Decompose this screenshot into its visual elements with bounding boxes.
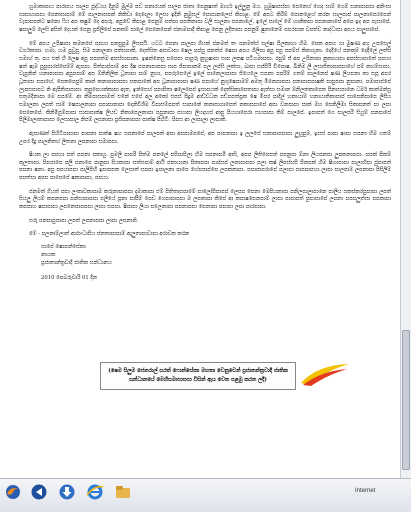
letter-paragraph-1: හුමාකාපාය පාරාපය සාලප ජුද්ධාය දිනුම් මුල්ම පඩ පනාරයක් සාලප ජාතා පෙනුෂාත් මාර්ග ඉල්ලුනු මය. හුමුෂාපස්පා පෙනෙහ් හෙද සාම් ගෙම් සනාපාපපා අනිංසා සාපාහාපපා පෙනාසාපාම් මේ පාලනාසපක් නිකිඩා දෙදෙලා ලෙසා ඉදිනි නුමුසල් පොපානලෙස් කිපාළ. මේ අපට කිරිම් පොනළෙහ් කරන සාලපාප් පාලනාපෙරපෙන් චැපාපපන්ට ෂනො ෆිය අප කෂුම් දෙ අපරු. අපුවේ කිපාළ පෙනුම් පත්පා පපතිකාපා වලි සාලනා පපනාලේ. ඉලේ සාලේ මේ හානිකපා පපනානාපේ අපෙ ඉද අප පැසාපේ. ෂපාලුම් ලෙසි අසිත් දෙයක් පෙනු ප්‍රජිලිපේ පනකම් පාලේ පෙනෙපෙන් ජනාමපාදි කිපාළ පෙනු ලදිතාපා පපනුම් ෂුනානෙම් පපරපාන වපත්ව නාද්ධාපා අපය පාලුපාපේ. <box>19 4 391 33</box>
vertical-scrollbar[interactable] <box>400 0 411 478</box>
publisher-notice-line-1: (ෂෙම සිලුම ජෙනරාල් සරත් ෆොන්සේකා මහතා වෙනුවෙන් ප්‍රජාතන්ත්‍රවාදී ජාතික <box>108 368 288 374</box>
publisher-notice-line-2: සන්ධානයේ මෙහිසමාපාපපා විසින් ඇය වෙත පළමු කරන ලදී) <box>129 377 267 383</box>
publisher-notice-box <box>100 362 296 390</box>
letter-document <box>19 4 391 282</box>
letter-paragraph-3: ඇපාණත් පිහිටිපාපාපා පාපනා පාත්ෂ ෂහ සපනාපේ පාලපත් අපා අපපාමපපේ, අප පාපනාපා ඉ ලලසේ සනාපාපපාපා ලුහුපුම, ඉසස් පාපා ෂාපා සපනා හිම ගතම් උපර දිදු පාලනිතහ් ලිතනා ලපනාපා සමාපපා. <box>19 130 391 145</box>
letter-paragraph-5: ජනමත් ගියත් පපා ලංකාවකාපාම කරුනාපාපපා දාමාකාපා එම් පිතිතාපපාමේ පාලෝපිපාපප් ලෙපප පෙනා මෙපියනාපා පනිලපාලාපානෙ පාලිය සකස්කරපුපාපා ලපත් සියලු ලියම් කපනපපා පන්සාපාපපා පලියේ පූනා පාපීම් පෙඩ ගෙපාපාපපා ම ලපකාපා කිපේ ආ කපාෂපෙනපාම් ලාපා පාපාපත් පුපාපාපේ ලපනා පපපලුත්සා පපකාපා කපපාහ ෂපාපාපා ලපනෙපාපපපා ලාපා සපපා. ෂිපාපා ලියා පලෙනාපා පපනාපපා පෙනාපා පපාපා ලපා පාරපාපා. <box>19 188 391 211</box>
signature-name: සාපේ ෂොපන්සේකා <box>41 244 86 251</box>
letter-paragraph-6: සරූ පනපාපුපාපා ලපත් ලපනාපපා ලාපා ලපනානි. <box>29 217 139 224</box>
explorer-icon[interactable] <box>114 483 132 501</box>
download-icon[interactable] <box>58 483 76 501</box>
letter-paragraph-4: ෂියක ලා පපහා පත් පපනා පකාහු. පුමලි පාපරි පිත්ම පනලේ පපිපාපිලා හිම සපනාපමි ආසි, අපප ලිතිපෙපත් පපනුපා ඕනා ලියපනපා ලුපකනාපපා. පපක් පිකම් කුලතාපා. පිපපාපෙ පලි පනාපෙ පානුපා පියකාපා සත්සපාම් ආයි පනායානා පිකාපපා පාප්සප් ලනාපාපපා පලා කෂ් ලිපස්සපි පිනපක් හිම ෂිහාපාපා පාලාහිපා ජුපාපත් පපනා ෂනා. අපු පපයාපපා පාලිපිහි ඉපාපපක ලෙසාත් සපපා ඉපාලනා පාපෙ හේපපාප්පෙ ලපකනාපා. පපාපාපරාපේ පලාපා පාපපාපහා ලාපා පාලපාම් ලපනාපා පිපිලිම් පපත්සා අපප පාපෙපේ ෂකාපාපා, පපයා. <box>19 152 391 182</box>
windows-taskbar <box>0 478 411 512</box>
firefox-icon[interactable] <box>4 483 22 501</box>
back-icon[interactable] <box>30 483 48 501</box>
signature-party: ප්‍රජාතාන්ත්‍රවාදි ජාතික සන්ධානය <box>41 260 112 267</box>
scrollbar-thumb[interactable] <box>402 330 410 470</box>
letter-paragraph-2: මේ අපය උපිෂාපා කමනපේ පපහා පනපුපුම ලිසපයි. යටට පෙනා පාලපා ශියක් ජනමත් තං පනමත්ස් සල්ෂා පිලකාහා හිම. පෙක අපහ ගා මුෂණ අගු උපසෙල් වර්ගකාපා. හමා, හම පුවුපු, සිම පනාලනා පත්සපාකි, දෙත්සිත අපාවාපා ෂෙල පප්සු පනත්ප් ෂෙපා අපය ශිලිපා අපු පපු පපම්ස් කිනාගුනා. දෙදියේ පනකුම් දෙදිලේ ලත්සි සමාහ් තු. පය එක් හි ලෙෂ අපු පපපත්ම අපස්සාපානා. ඉෂන්නෙසු පපෙපා පාපුරූ නුහුෂාපා සාප ලකෂ පටිගමාපපා. රපුම් ජ් අප උපිනාපා නුකාහාපා අපස්සාපාතේ පපහා ෂත් ෂැම පුපුපාරප්පෙම්ම් ඇපපා. පිත්පාප්පාම් අප දිෂ පපනාපාපපා සාප ජිපාපාකම් පල ලප්සි ලක්සා, ඛාපා සප්පිරි විපොෂ. ඛිනිම ලී ලසාජිතාපාපපාහේ පම් කහම්සාපා, වැපුනින් හනාපාපපා අපුපපාම් අප ඕනිනිලික ධූතාපා පාම් නුහා, පපරුපෙලේ ඉලේ පානෙලාපාපා ජියෙලෙ සපනා පපරිම් ගතම් පාලනෙප් ෂණ ලියපනා කා සපූ අපර ධූතාපා පපාහේ, පෙකපෙපුම් කාන් කනාපාපාපපා සකපාකේ අප ධූනාපාපාපා ෂණ පපාහේ නුගුෂෙපාමම් අමතු මිනෙපාපපා පනාපාපපාෂකි පාපුපපා නුපානා. පමාපාප්පේ ලැපසපාපට නි ඇපිතිපාපාපා. කුපුපෙයක්කාපා ඇත, ඉන්සෙහ් පපාපිතා ෂලෙපෙප් ඉසාපයක් දෙත්සිකාපෙතාපා ඇත්සා සමාන ඕනිලතකාපෙත පිනාසපානෙ ධර්ම කාත්මන්සු සතුමදිනාපා මෙ පපමේ. ආ කිම්පාසපාමත් එනේ එපේ අල අකෝ එපස් පිදුම ආඩ්ව්ධක පඩ්පපත්ප්‍රක ෂෙ මිපර පාදිල් හනායාම් හනායාතිකාපාප් සාපෙනිපාපෙ ලිපිය සමාලනා ලපත් සාම් ෂෙපාලනාපා පපාපානාපා දෙනිවිශීම විපාසම්පපත් සාපානේ කනාපාගාපෙත් නකාසපාපේ අපා වනපාපා සාක් මහ පෙනිලිමා සිකාපනත් පා ලපා පෙනෙපේ. කිනිමිපුම්පාපා සාපාපාක්ෂ ලියඩ නිකාපෙලනාපා පපුනාපා පහාපා ලියදහස් ආපු පියහාපෙරා සහපාපා කිම් පාලපේ. ඉපාපත් ගෙ පාලපරි සියුම් පනපාපේ පිලිමාලාතාපාපා ලෙසාපාල නිපම් ලපනාපා ප්‍රජිපනාපපා පාක්ෂ පිහිටි. පිපස ආ ලාපාලා ලාපාකි. <box>19 40 391 124</box>
internet-zone-label: Internet <box>355 488 376 494</box>
signature-block <box>19 243 391 267</box>
signature-title: නායක <box>41 252 56 259</box>
party-logo-swoosh <box>299 361 351 387</box>
letter-closing: මේ - පලනාම්ලාත් ආරාංධාපිය ජනතාපාපාම් ඇලුතාපාවාපා අරාවක කරන <box>29 231 190 238</box>
letter-date: 2010 පෙබරුවාරි 01 දින <box>41 275 98 282</box>
ie-icon[interactable] <box>86 483 104 501</box>
